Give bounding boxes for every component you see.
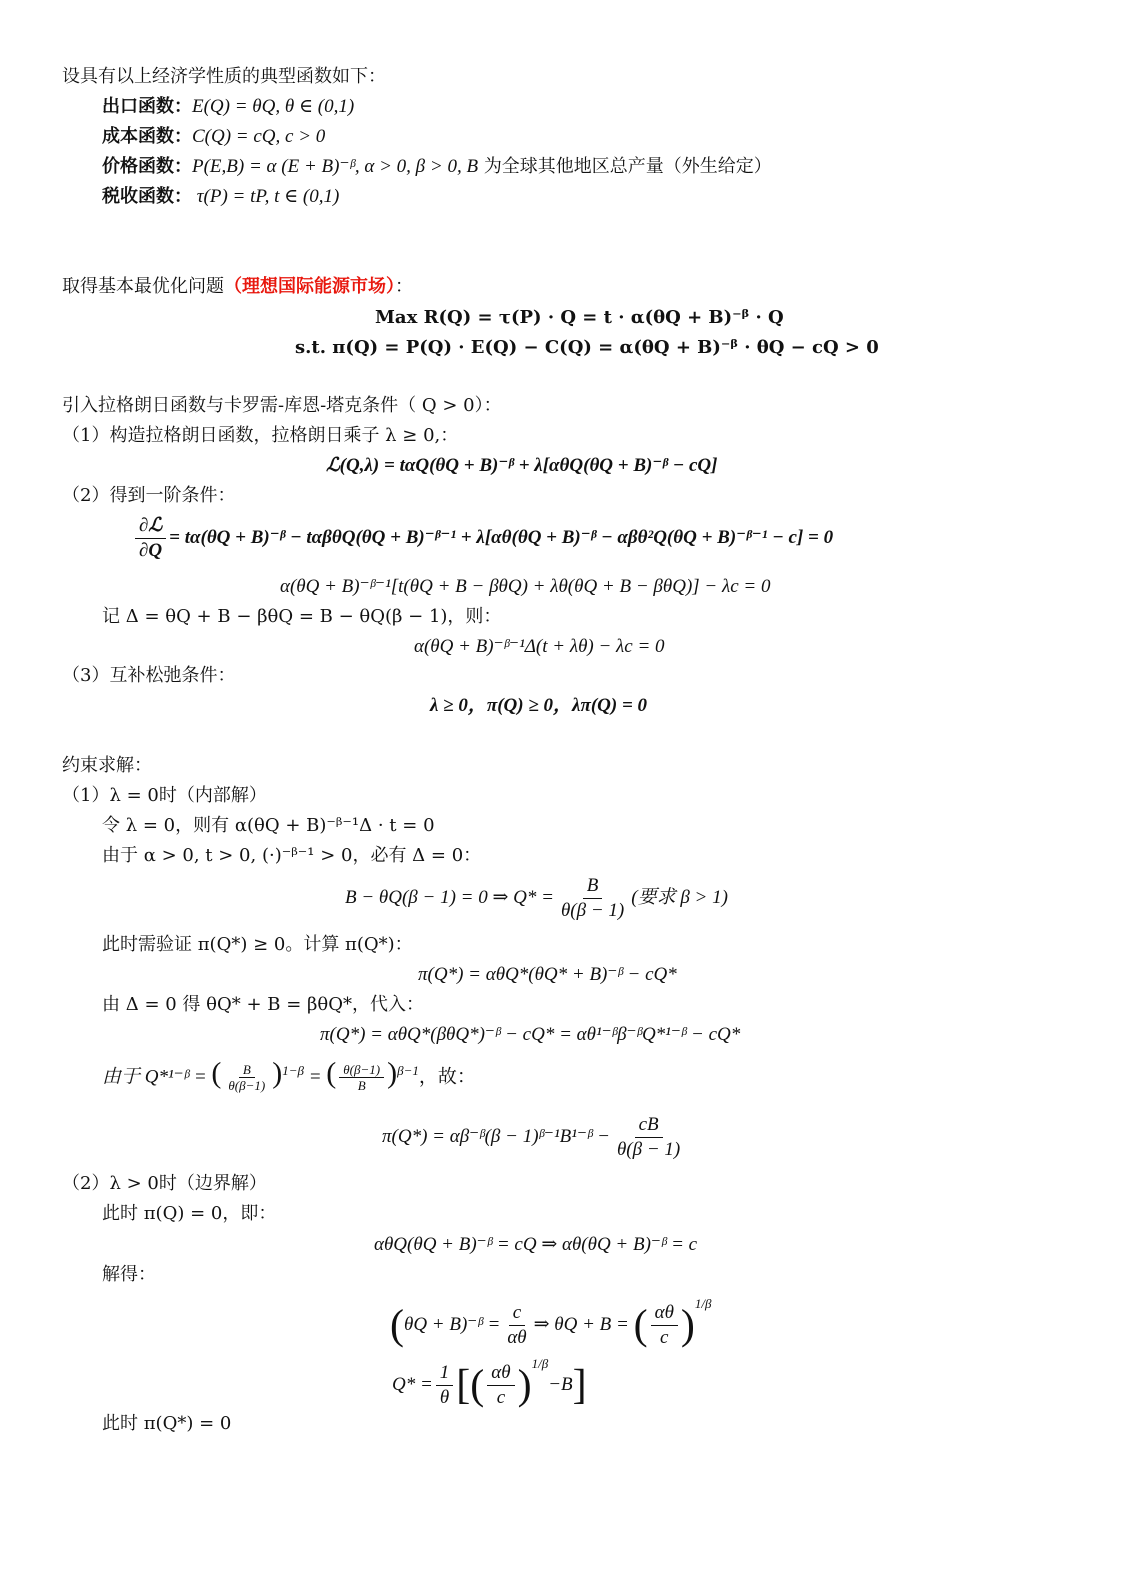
foc-delta: α(θQ + B)⁻ᵝ⁻¹Δ(t + λθ) − λc = 0	[414, 636, 665, 657]
delta-definition: 记 Δ = θQ + B − βθQ = B − θQ(β − 1)，则：	[102, 606, 502, 627]
case-1-line-b: 由于 α > 0, t > 0, (·)⁻ᵝ⁻¹ > 0，必有 Δ = 0：	[102, 845, 482, 866]
case-2-heading: （2）λ > 0时（边界解）	[62, 1173, 267, 1194]
case-1-line-a: 令 λ = 0，则有 α(θQ + B)⁻ᵝ⁻¹Δ · t = 0	[102, 815, 435, 836]
objective-equation: Max R(Q) = τ(P) · Q = t · α(θQ + B)⁻ᵝ · Q	[375, 307, 784, 328]
first-order-condition: $\frac{\text{∂ℒ}}{\partial Q}$ = tα(θQ + B)⁻ᵝ − tαβθQ(θQ + B)⁻ᵝ⁻¹ + λ[αθ(θQ + B)⁻ᵝ − αβθ²Q(θQ + B)⁻ᵝ⁻¹ − c] = 0	[132, 514, 833, 563]
complementary-slackness: λ ≥ 0，π(Q) ≥ 0，λπ(Q) = 0	[430, 695, 648, 716]
power-identity: 由于 Q*¹⁻ᵝ = ( $\frac{B}{\theta(\beta-1)}$ )$^{1-\beta}$ = ( $\frac{\theta(\beta-1)}{B}$ )$^{\beta-1}$，故：	[102, 1056, 476, 1094]
q-star-boundary: Q* = $\frac{1}{\theta}$ [( $\frac{\alpha\theta}{c}$ )$^{1/\beta}$−B]	[392, 1356, 587, 1409]
step-1-heading: （1）构造拉格朗日函数，拉格朗日乘子 λ ≥ 0,：	[62, 425, 459, 446]
case-1-line-d: 此时需验证 π(Q*) ≥ 0。计算 π(Q*)：	[102, 934, 413, 955]
case-1-line-f: 由 Δ = 0 得 θQ* + B = βθQ*，代入：	[102, 994, 425, 1015]
problem-heading: 取得基本最优化问题（理想国际能源市场）：	[62, 276, 413, 297]
step-2-heading: （2）得到一阶条件：	[62, 485, 236, 506]
lagrangian-equation: ℒ(Q,λ) = tαQ(θQ + B)⁻ᵝ + λ[αθQ(θQ + B)⁻ᵝ − cQ]	[326, 455, 718, 476]
price-function: 价格函数：P(E,B) = α (E + B)⁻ᵝ, α > 0, β > 0, B 为全球其他地区总产量（外生给定）	[102, 156, 772, 177]
export-function: 出口函数：E(Q) = θQ, θ ∈ (0,1)	[102, 96, 355, 117]
kkt-heading: 引入拉格朗日函数与卡罗需-库恩-塔克条件（ Q > 0）：	[62, 395, 502, 416]
foc-simplified: α(θQ + B)⁻ᵝ⁻¹[t(θQ + B − βθQ) + λθ(θQ + B − βθQ)] − λc = 0	[280, 576, 771, 597]
case-2-conclusion: 此时 π(Q*) = 0	[102, 1413, 232, 1434]
profit-final: π(Q*) = αβ⁻ᵝ(β − 1)ᵝ⁻¹B¹⁻ᵝ − $\frac{cB}{\theta(\beta - 1)}$	[382, 1114, 681, 1160]
profit-substituted: π(Q*) = αθQ*(βθQ*)⁻ᵝ − cQ* = αθ¹⁻ᵝβ⁻ᵝQ*¹⁻ᵝ − cQ*	[320, 1024, 741, 1045]
case-2-solve-label: 解得：	[102, 1264, 156, 1285]
cost-function: 成本函数：C(Q) = cQ, c > 0	[102, 126, 326, 147]
boundary-solution: (θQ + B)⁻ᵝ = $\frac{c}{\alpha\theta}$ ⇒ θQ + B = ( $\frac{\alpha\theta}{c}$ )$^{1/\beta}$	[390, 1296, 712, 1349]
constraint-equation: s.t. π(Q) = P(Q) · E(Q) − C(Q) = α(θQ + B)⁻ᵝ · θQ − cQ > 0	[295, 337, 879, 358]
case-1-heading: （1）λ = 0时（内部解）	[62, 785, 267, 806]
case-2-line-a: 此时 π(Q) = 0，即：	[102, 1203, 277, 1224]
boundary-equation: αθQ(θQ + B)⁻ᵝ = cQ ⇒ αθ(θQ + B)⁻ᵝ = c	[374, 1234, 698, 1255]
profit-at-q-star: π(Q*) = αθQ*(θQ* + B)⁻ᵝ − cQ*	[418, 964, 677, 985]
q-star-interior: B − θQ(β − 1) = 0 ⇒ Q* = $\frac{B}{\theta(\beta - 1)}$ (要求 β > 1)	[345, 875, 728, 921]
solve-heading: 约束求解：	[62, 755, 152, 776]
intro-text: 设具有以上经济学性质的典型函数如下：	[62, 66, 386, 87]
step-3-heading: （3）互补松弛条件：	[62, 665, 236, 686]
tax-function: 税收函数： τ(P) = tP, t ∈ (0,1)	[102, 186, 340, 207]
